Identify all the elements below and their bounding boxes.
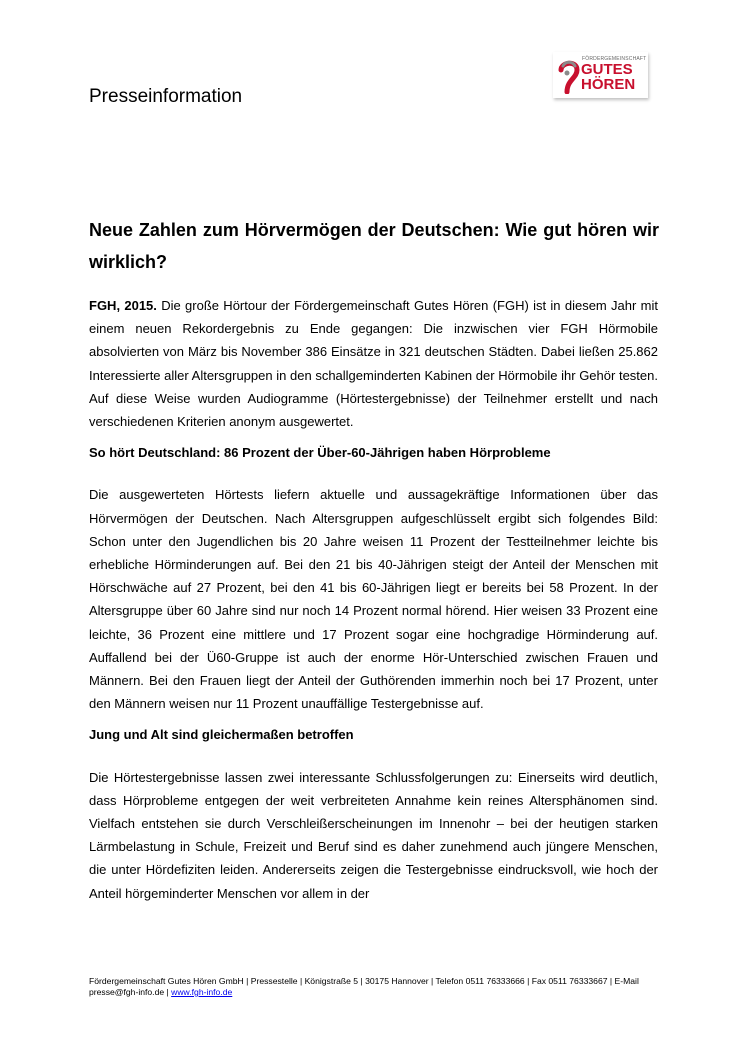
logo-small-text: FÖRDERGEMEINSCHAFT: [582, 56, 647, 62]
footer: [89, 976, 654, 998]
fgh-logo: [553, 52, 648, 98]
headline: Neue Zahlen zum Hörvermögen der Deutschen: Wie gut hören wir wirklich?: [89, 220, 659, 272]
intro-text: Die große Hörtour der Fördergemeinschaft Gutes Hören (FGH) ist in diesem Jahr mit einem neuen Rekordergebnis zu Ende gegangen: Die inzwischen vier FGH Hörmobile absolvierten von März bis November 386 Einsätze in 321 deutschen Städten. Dabei ließen 25.862 Interessierte aller Altersgruppen in den schallgeminderten Kabinen der Hörmobile ihr Gehör testen. Auf diese Weise wurden Audiogramme (Hörtestergebnisse) der Teilnehmer erstellt und nach verschiedenen Kriterien anonym ausgewertet.: [89, 298, 658, 430]
section-1-heading: So hört Deutschland: 86 Prozent der Über-60-Jährigen haben Hörprobleme: [89, 445, 551, 461]
footer-website-link[interactable]: www.fgh-info.de: [171, 987, 233, 997]
section-2-paragraph: Die Hörtestergebnisse lassen zwei interessante Schlussfolgerungen zu: Einerseits wird deutlich, dass Hörprobleme entgegen der weit verbreiteten Annahme kein reines Altersphänomen sind. Vielfach entstehen sie durch Verschleißerscheinungen im Innenohr – bei der heutigen starken Lärmbelastung in Schule, Freizeit und Beruf sind es daher zunehmend auch jüngere Menschen, die unter Hördefiziten leiden. Andererseits zeigen die Testergebnisse eindrucksvoll, wie hoch der Anteil hörgeminderter Menschen vor allem in der: [89, 769, 658, 901]
intro-lead: FGH, 2015.: [89, 298, 157, 313]
intro-paragraph: [89, 294, 658, 433]
logo-line-2: HÖREN: [581, 76, 636, 93]
article-body: [89, 294, 658, 905]
document-type-label: Presseinformation: [89, 86, 243, 107]
section-1-paragraph: Die ausgewerteten Hörtests liefern aktuelle und aussagekräftige Informationen über das Hörvermögen der Deutschen. Nach Altersgruppen aufgeschlüsselt ergibt sich folgendes Bild: Schon unter den Jugendlichen bis 20 Jahre weisen 11 Prozent der Testteilnehmer leichte bis erhebliche Hörminderungen auf. Bei den 21 bis 40-Jährigen steigt der Anteil der Menschen mit Hörschwäche auf 27 Prozent, bei den 41 bis 60-Jährigen liegt er bereits bei 58 Prozent. In der Altersgruppe über 60 Jahre sind nur noch 14 Prozent normal hörend. Hier weisen 33 Prozent eine leichte, 36 Prozent eine mittlere und 17 Prozent sogar eine hochgradige Hörminderung auf. Auffallend bei der Ü60-Gruppe ist auch der enorme Hör-Unterschied zwischen Frauen und Männern. Bei den Frauen liegt der Anteil der Guthörenden immerhin noch bei 17 Prozent, unter den Männern weisen nur 11 Prozent unauffällige Testergebnisse auf.: [89, 487, 658, 712]
footer-contact-text: Fördergemeinschaft Gutes Hören GmbH | Pressestelle | Königstraße 5 | 30175 Hannover | Telefon 0511 76333666 | Fax 0511 76333667 | E-Mail presse@fgh-info.de |: [89, 976, 639, 997]
ear-icon: [557, 58, 581, 94]
logo-line-1: GUTES: [581, 61, 633, 78]
section-2-heading: Jung und Alt sind gleichermaßen betroffen: [89, 727, 354, 743]
